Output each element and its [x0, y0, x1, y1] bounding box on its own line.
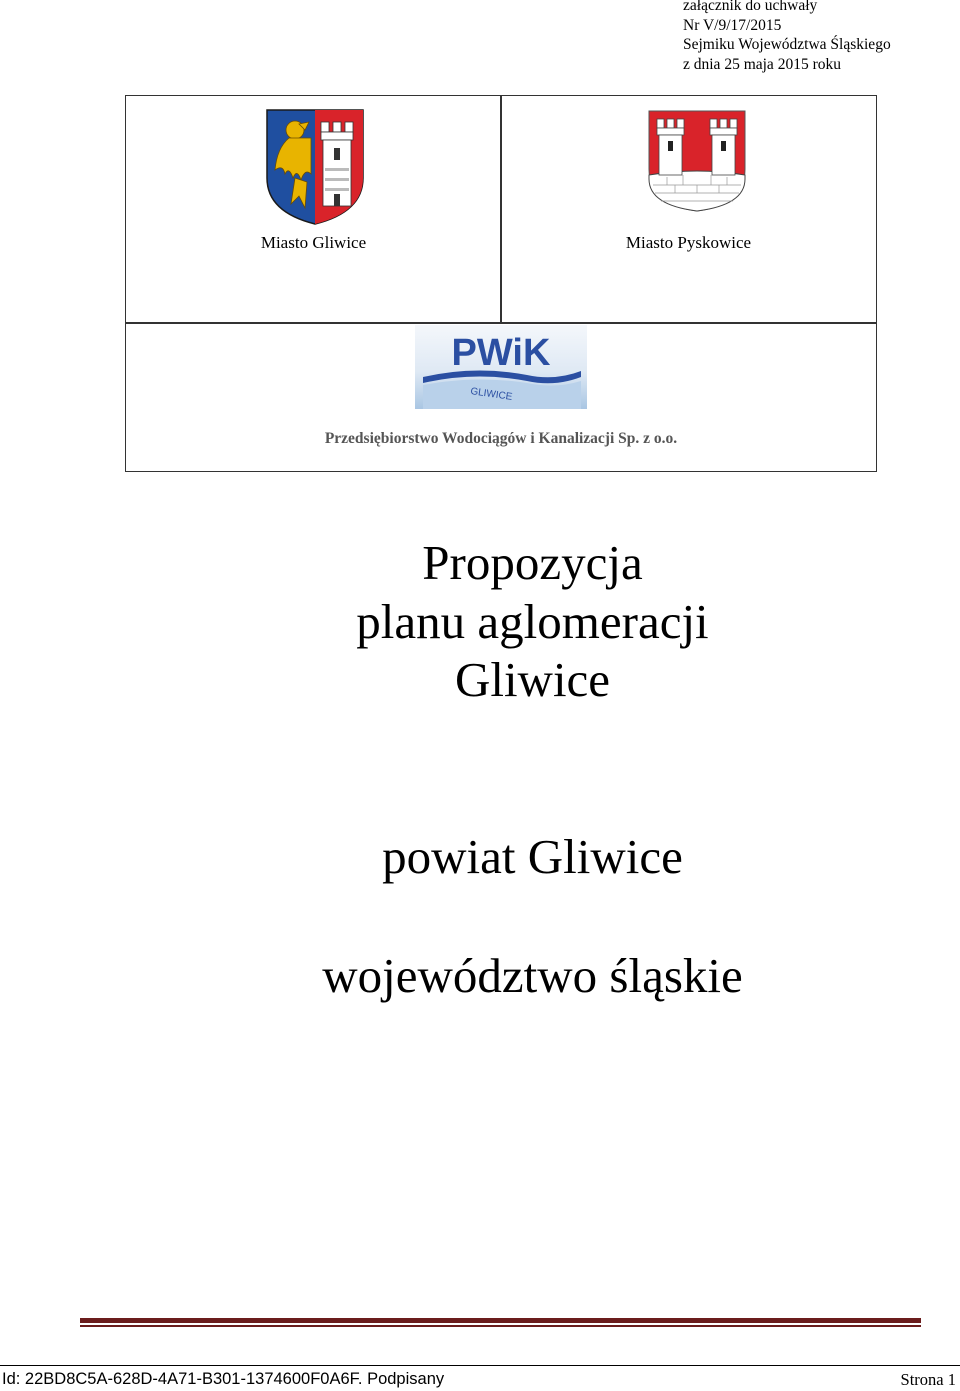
attachment-line-2: Nr V/9/17/2015: [683, 16, 782, 34]
gliwice-coat-of-arms-icon: [265, 108, 365, 226]
voivodeship-name: województwo śląskie: [322, 948, 743, 1003]
pwik-caption: Przedsiębiorstwo Wodociągów i Kanalizacji Sp. z o.o.: [324, 430, 678, 447]
page-number: Strona 1: [900, 1370, 956, 1389]
attachment-note: [683, 0, 891, 74]
footer-rule-thin: [80, 1325, 921, 1327]
title-line-2: planu aglomeracji: [356, 593, 709, 649]
footer-rule: [80, 1318, 921, 1323]
pyskowice-coat-of-arms-icon: [647, 109, 747, 213]
pwik-logo-subtext: GLIWICE: [469, 386, 514, 403]
attachment-line-3: Sejmiku Województwa Śląskiego: [683, 36, 891, 53]
county-name: powiat Gliwice: [382, 829, 683, 884]
gliwice-logo-cell: [125, 95, 502, 324]
attachment-line-4: z dnia 25 maja 2015 roku: [683, 55, 841, 73]
footer-divider: [0, 1365, 960, 1366]
pyskowice-caption: Miasto Pyskowice: [625, 233, 752, 252]
title-line-3: Gliwice: [454, 652, 611, 707]
title-line-1: Propozycja: [422, 535, 643, 590]
attachment-line-1: załącznik do uchwały: [683, 0, 818, 14]
pwik-logo-text: PWiK: [451, 332, 551, 374]
document-id: Id: 22BD8C5A-628D-4A71-B301-1374600F0A6F. Podpisany: [2, 1370, 445, 1388]
pwik-logo-icon: [415, 325, 587, 409]
document-title: [80, 534, 960, 710]
pwik-logo-cell: [125, 322, 877, 472]
pyskowice-logo-cell: [500, 95, 877, 324]
gliwice-caption: Miasto Gliwice: [260, 233, 367, 252]
